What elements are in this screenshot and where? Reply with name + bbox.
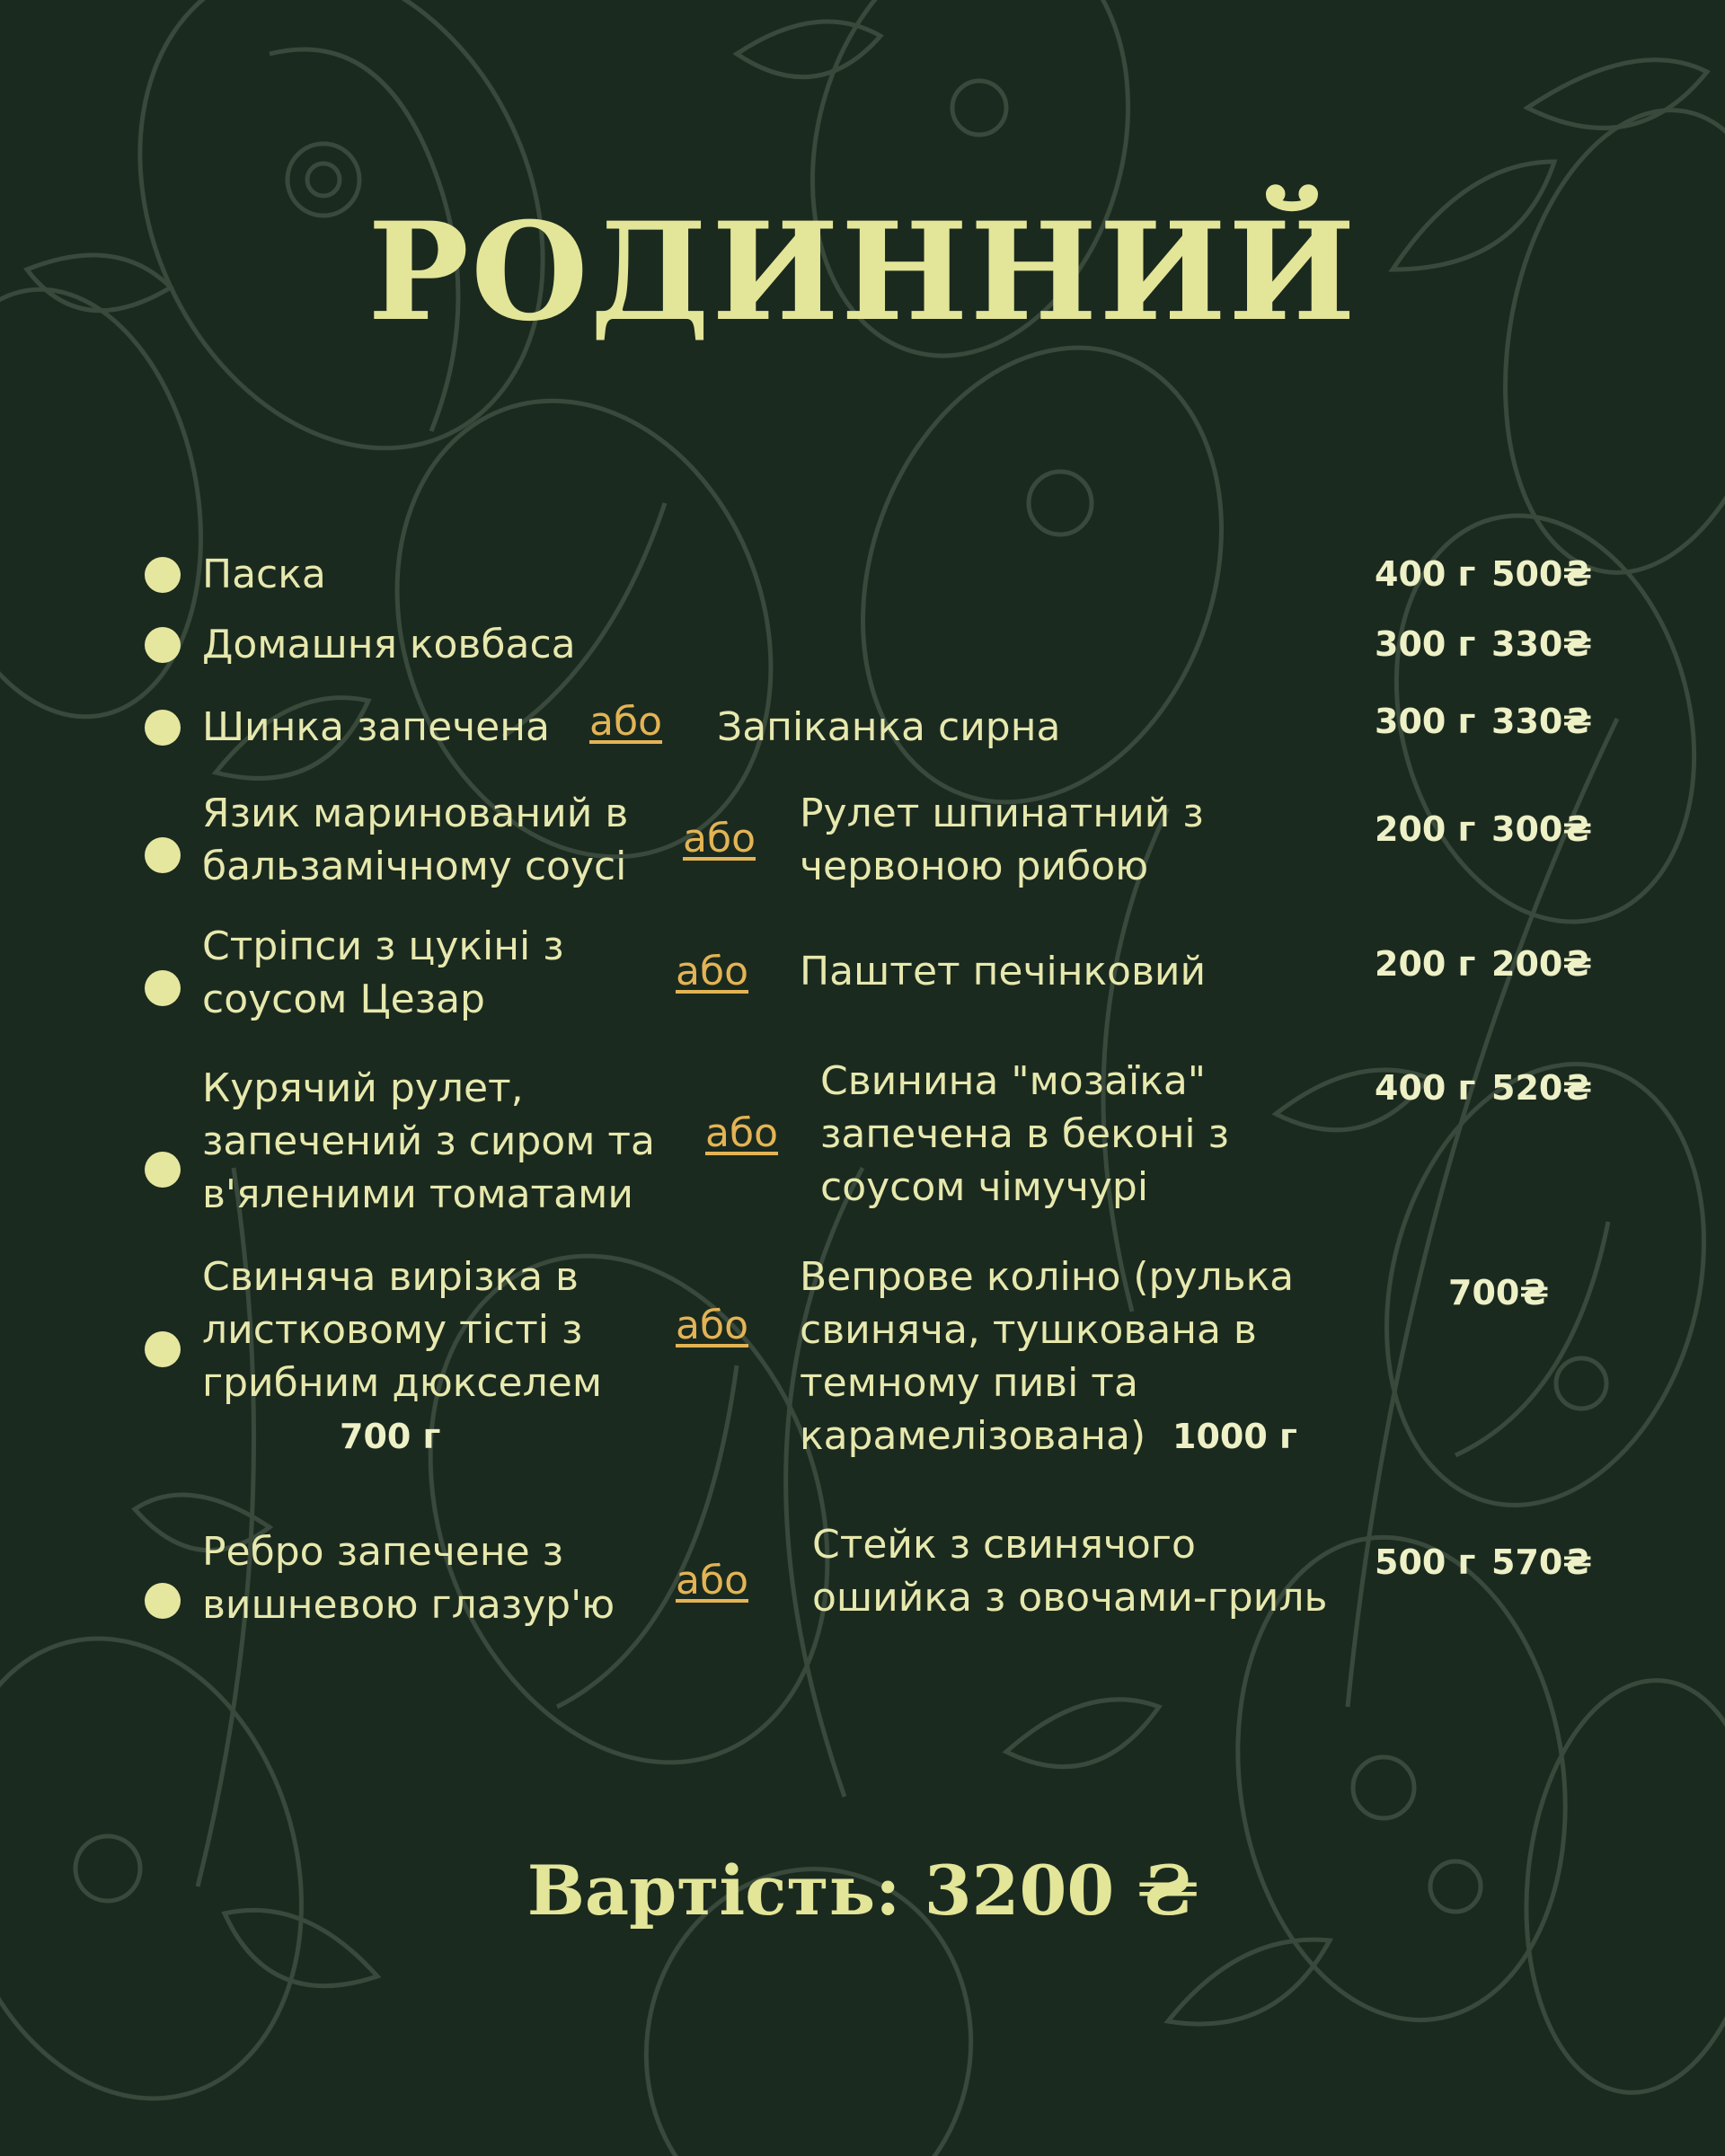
dish-name: Свиняча вирізка в листковому тісті з грибним дюкселем	[202, 1254, 603, 1406]
bullet-dot	[145, 627, 181, 663]
dish-price: 330₴	[1491, 702, 1592, 741]
dish-alternative: Свинина "мозаїка" запечена в беконі з соусом чімучурі	[820, 1058, 1229, 1210]
dish-name: Домашня ковбаса	[202, 622, 576, 667]
or-label: або	[676, 1303, 749, 1348]
dish-weight: 400 г	[1375, 554, 1476, 594]
bullet-dot	[145, 1583, 181, 1619]
dish-weight: 700 г	[340, 1417, 441, 1456]
or-label: або	[705, 1110, 779, 1156]
dish-price: 500₴	[1491, 554, 1592, 594]
total-price: Вартість: 3200 ₴	[526, 1851, 1199, 1931]
or-label: або	[589, 699, 663, 745]
dish-price: 200₴	[1491, 944, 1592, 984]
dish-weight: 1000 г	[1172, 1417, 1297, 1456]
dish-name: Ребро запечене з вишневою глазур'ю	[202, 1529, 615, 1628]
page-title: РОДИННИЙ	[367, 193, 1358, 351]
dish-price: 520₴	[1491, 1068, 1592, 1108]
dish-name: Курячий рулет, запечений з сиром та в'яленими томатами	[202, 1065, 656, 1217]
dish-weight: 400 г	[1375, 1068, 1476, 1108]
bullet-dot	[145, 837, 181, 873]
dish-name: Стріпси з цукіні з соусом Цезар	[202, 923, 564, 1022]
dish-price: 700₴	[1448, 1273, 1549, 1312]
dish-alternative: Рулет шпинатний з червоною рибою	[800, 791, 1204, 889]
bullet-dot	[145, 970, 181, 1006]
dish-name: Шинка запечена	[202, 704, 550, 750]
dish-weight: 500 г	[1375, 1542, 1476, 1582]
bullet-dot	[145, 710, 181, 746]
dish-alternative: Запіканка сирна	[717, 704, 1061, 750]
dish-weight: 300 г	[1375, 702, 1476, 741]
dish-price: 570₴	[1491, 1542, 1592, 1582]
bullet-dot	[145, 1331, 181, 1367]
dish-alternative: Стейк з свинячого ошийка з овочами-гриль	[812, 1522, 1328, 1621]
or-label: або	[676, 949, 749, 994]
dish-alternative: Паштет печінковий	[800, 949, 1207, 994]
dish-price: 300₴	[1491, 809, 1592, 849]
dish-alternative: Вепрове коліно (рулька свиняча, тушкована в темному пиві та карамелізована)	[800, 1254, 1295, 1459]
or-label: або	[683, 816, 756, 862]
bullet-dot	[145, 1152, 181, 1188]
dish-name: Паска	[202, 552, 326, 597]
dish-weight: 200 г	[1375, 809, 1476, 849]
dish-weight: 300 г	[1375, 624, 1476, 664]
dish-price: 330₴	[1491, 624, 1592, 664]
or-label: або	[676, 1558, 749, 1604]
bullet-dot	[145, 557, 181, 593]
dish-weight: 200 г	[1375, 944, 1476, 984]
dish-name: Язик маринований в бальзамічному соусі	[202, 791, 629, 889]
